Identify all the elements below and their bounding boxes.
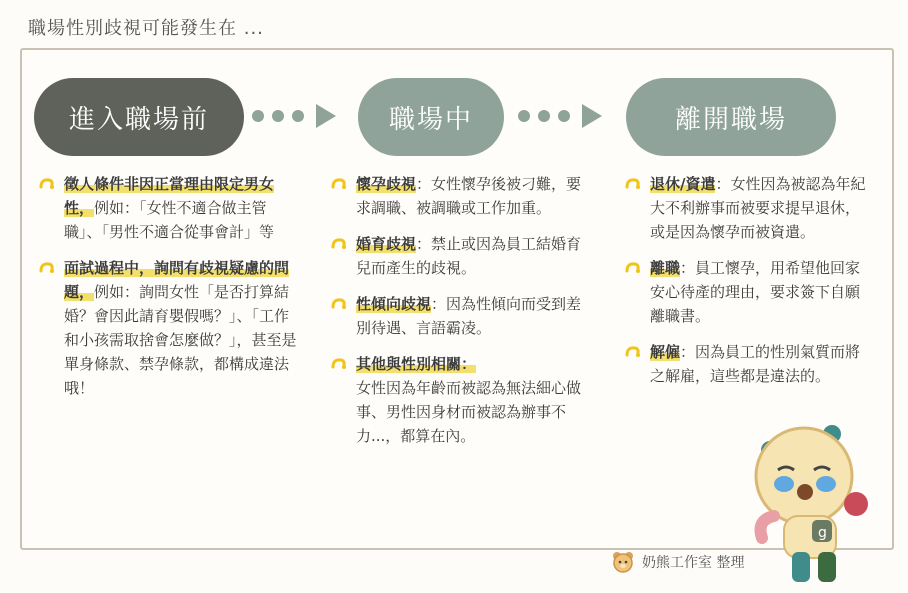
paw-bullet-icon [624, 343, 642, 361]
list-item [330, 292, 592, 340]
list-item [624, 256, 870, 328]
paw-bullet-icon [330, 295, 348, 313]
item-heading: 懷孕歧視 [356, 175, 417, 193]
list-item [624, 172, 870, 244]
list-item [330, 232, 592, 280]
stage-at-work: 職場中 [358, 78, 504, 156]
bear-logo-icon [612, 551, 634, 573]
list-item [38, 172, 300, 244]
paw-bullet-icon [330, 355, 348, 373]
list-item [330, 352, 592, 448]
column-leaving-work [624, 172, 870, 400]
crying-bear-mascot-icon [748, 420, 876, 588]
mascot-letter: g [818, 525, 827, 541]
connector-1 [252, 104, 336, 128]
list-item [330, 172, 592, 220]
paw-bullet-icon [330, 175, 348, 193]
item-heading: 其他與性別相關： [356, 355, 477, 373]
item-body: ：女性懷孕後被刁難，要求調職、被調職或工作加重。 [356, 175, 582, 217]
item-heading: 離職 [650, 259, 681, 277]
item-heading: 面試過程中，詢問有歧視疑慮的問題， [64, 259, 290, 301]
item-body: ：女性因為被認為年紀大不利辦事而被要求提早退休，或是因為懷孕而被資遣。 [650, 175, 866, 241]
credit-text: 奶熊工作室 整理 [642, 555, 745, 571]
paw-bullet-icon [624, 259, 642, 277]
paw-bullet-icon [38, 259, 56, 277]
column-before-work [38, 172, 300, 412]
paw-bullet-icon [330, 235, 348, 253]
stage-before-work: 進入職場前 [34, 78, 244, 156]
stage-leaving-work: 離開職場 [626, 78, 836, 156]
list-item [624, 340, 870, 388]
item-body: 例如：「女性不適合做主管職」、「男性不適合從事會計」等 [64, 199, 275, 241]
credit [612, 551, 744, 573]
item-heading: 徵人條件非因正當理由限定男女性， [64, 175, 275, 217]
paw-bullet-icon [38, 175, 56, 193]
item-heading: 退休/資遣 [650, 175, 716, 193]
item-body: ：因為員工的性別氣質而將之解雇，這些都是違法的。 [650, 343, 861, 385]
paw-bullet-icon [624, 175, 642, 193]
item-body: ：因為性傾向而受到差別待遇、言語霸凌。 [356, 295, 582, 337]
item-heading: 婚育歧視 [356, 235, 417, 253]
item-body: 女性因為年齡而被認為無法細心做事、男性因身材而被認為辦事不力...，都算在內。 [356, 379, 582, 445]
column-at-work [330, 172, 592, 460]
item-body: 例如：詢問女性「是否打算結婚？會因此請育嬰假嗎？」、「工作和小孩需取捨會怎麼做？」，甚至是單身條款、禁孕條款，都構成違法哦！ [64, 283, 297, 397]
item-body: ：員工懷孕，用希望他回家安心待產的理由，要求簽下自願離職書。 [650, 259, 861, 325]
item-heading: 解僱 [650, 343, 681, 361]
connector-2 [518, 104, 602, 128]
item-body: ：禁止或因為員工結婚育兒而產生的歧視。 [356, 235, 582, 277]
page-title: 職場性別歧視可能發生在 ... [28, 18, 264, 39]
list-item [38, 256, 300, 400]
item-heading: 性傾向歧視 [356, 295, 432, 313]
